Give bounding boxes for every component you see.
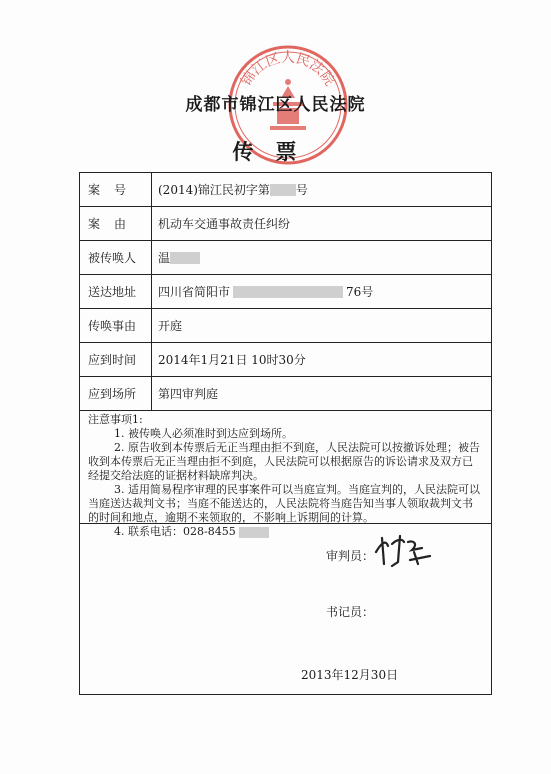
note-item: 1. 被传唤人必须准时到达应到场所。 [114, 427, 293, 440]
field-value: 四川省简阳市 76号 [158, 285, 374, 299]
field-value: (2014)锦江民初字第 号 [158, 183, 308, 197]
field-label: 应到时间 [80, 343, 152, 376]
notes-heading: 注意事项1: [88, 413, 143, 426]
seal-text: 锦江区人民法院 [238, 50, 338, 90]
document-title: 传票 [232, 139, 319, 164]
judge-label: 审判员： [326, 549, 375, 563]
court-name: 成都市锦江区人民法院 [185, 95, 366, 115]
field-label: 应到场所 [80, 377, 152, 410]
judge-signature [372, 530, 436, 568]
field-label: 案号 [80, 173, 152, 206]
field-value: 机动车交通事故责任纠纷 [158, 217, 291, 231]
field-row-cause [80, 207, 491, 241]
redaction-block [233, 286, 343, 298]
redaction-block [239, 527, 269, 538]
note-item: 3. 适用简易程序审理的民事案件可以当庭宣判。当庭宣判的，人民法院可以当庭送达裁判文书；当庭不能送达的，人民法院将当庭告知当事人领取裁判文书的时间和地点，逾期不来领取的，不影响上诉期间的计算。 [88, 483, 480, 524]
note-item-phone: 4. 联系电话：028-8455 [88, 525, 483, 539]
field-label: 送达地址 [80, 275, 152, 308]
field-row-case-number [80, 173, 491, 207]
notes-divider [80, 523, 491, 524]
redaction-block [170, 252, 200, 264]
summons-form [79, 172, 492, 695]
clerk-label: 书记员： [326, 605, 375, 619]
field-value: 2014年1月21日 10时30分 [158, 353, 306, 367]
field-value: 温 [152, 241, 491, 274]
field-value: 第四审判庭 [158, 387, 219, 401]
note-item: 2. 原告收到本传票后无正当理由拒不到庭，人民法院可以按撤诉处理；被告收到本传票后无正当理由拒不到庭，人民法院可以根据原告的诉讼请求及双方已经提交给法庭的证据材料缺席判决。 [88, 441, 480, 482]
field-label: 传唤事由 [80, 309, 152, 342]
field-row-address [80, 275, 491, 309]
notes-section [80, 411, 491, 539]
field-label: 案由 [80, 207, 152, 240]
field-label: 被传唤人 [80, 241, 152, 274]
redaction-block [270, 184, 296, 196]
field-row-reason [80, 309, 491, 343]
field-row-summoned-person [80, 241, 491, 275]
issue-date: 2013年12月30日 [301, 668, 399, 682]
field-value: 开庭 [158, 319, 183, 333]
field-row-place [80, 377, 491, 411]
